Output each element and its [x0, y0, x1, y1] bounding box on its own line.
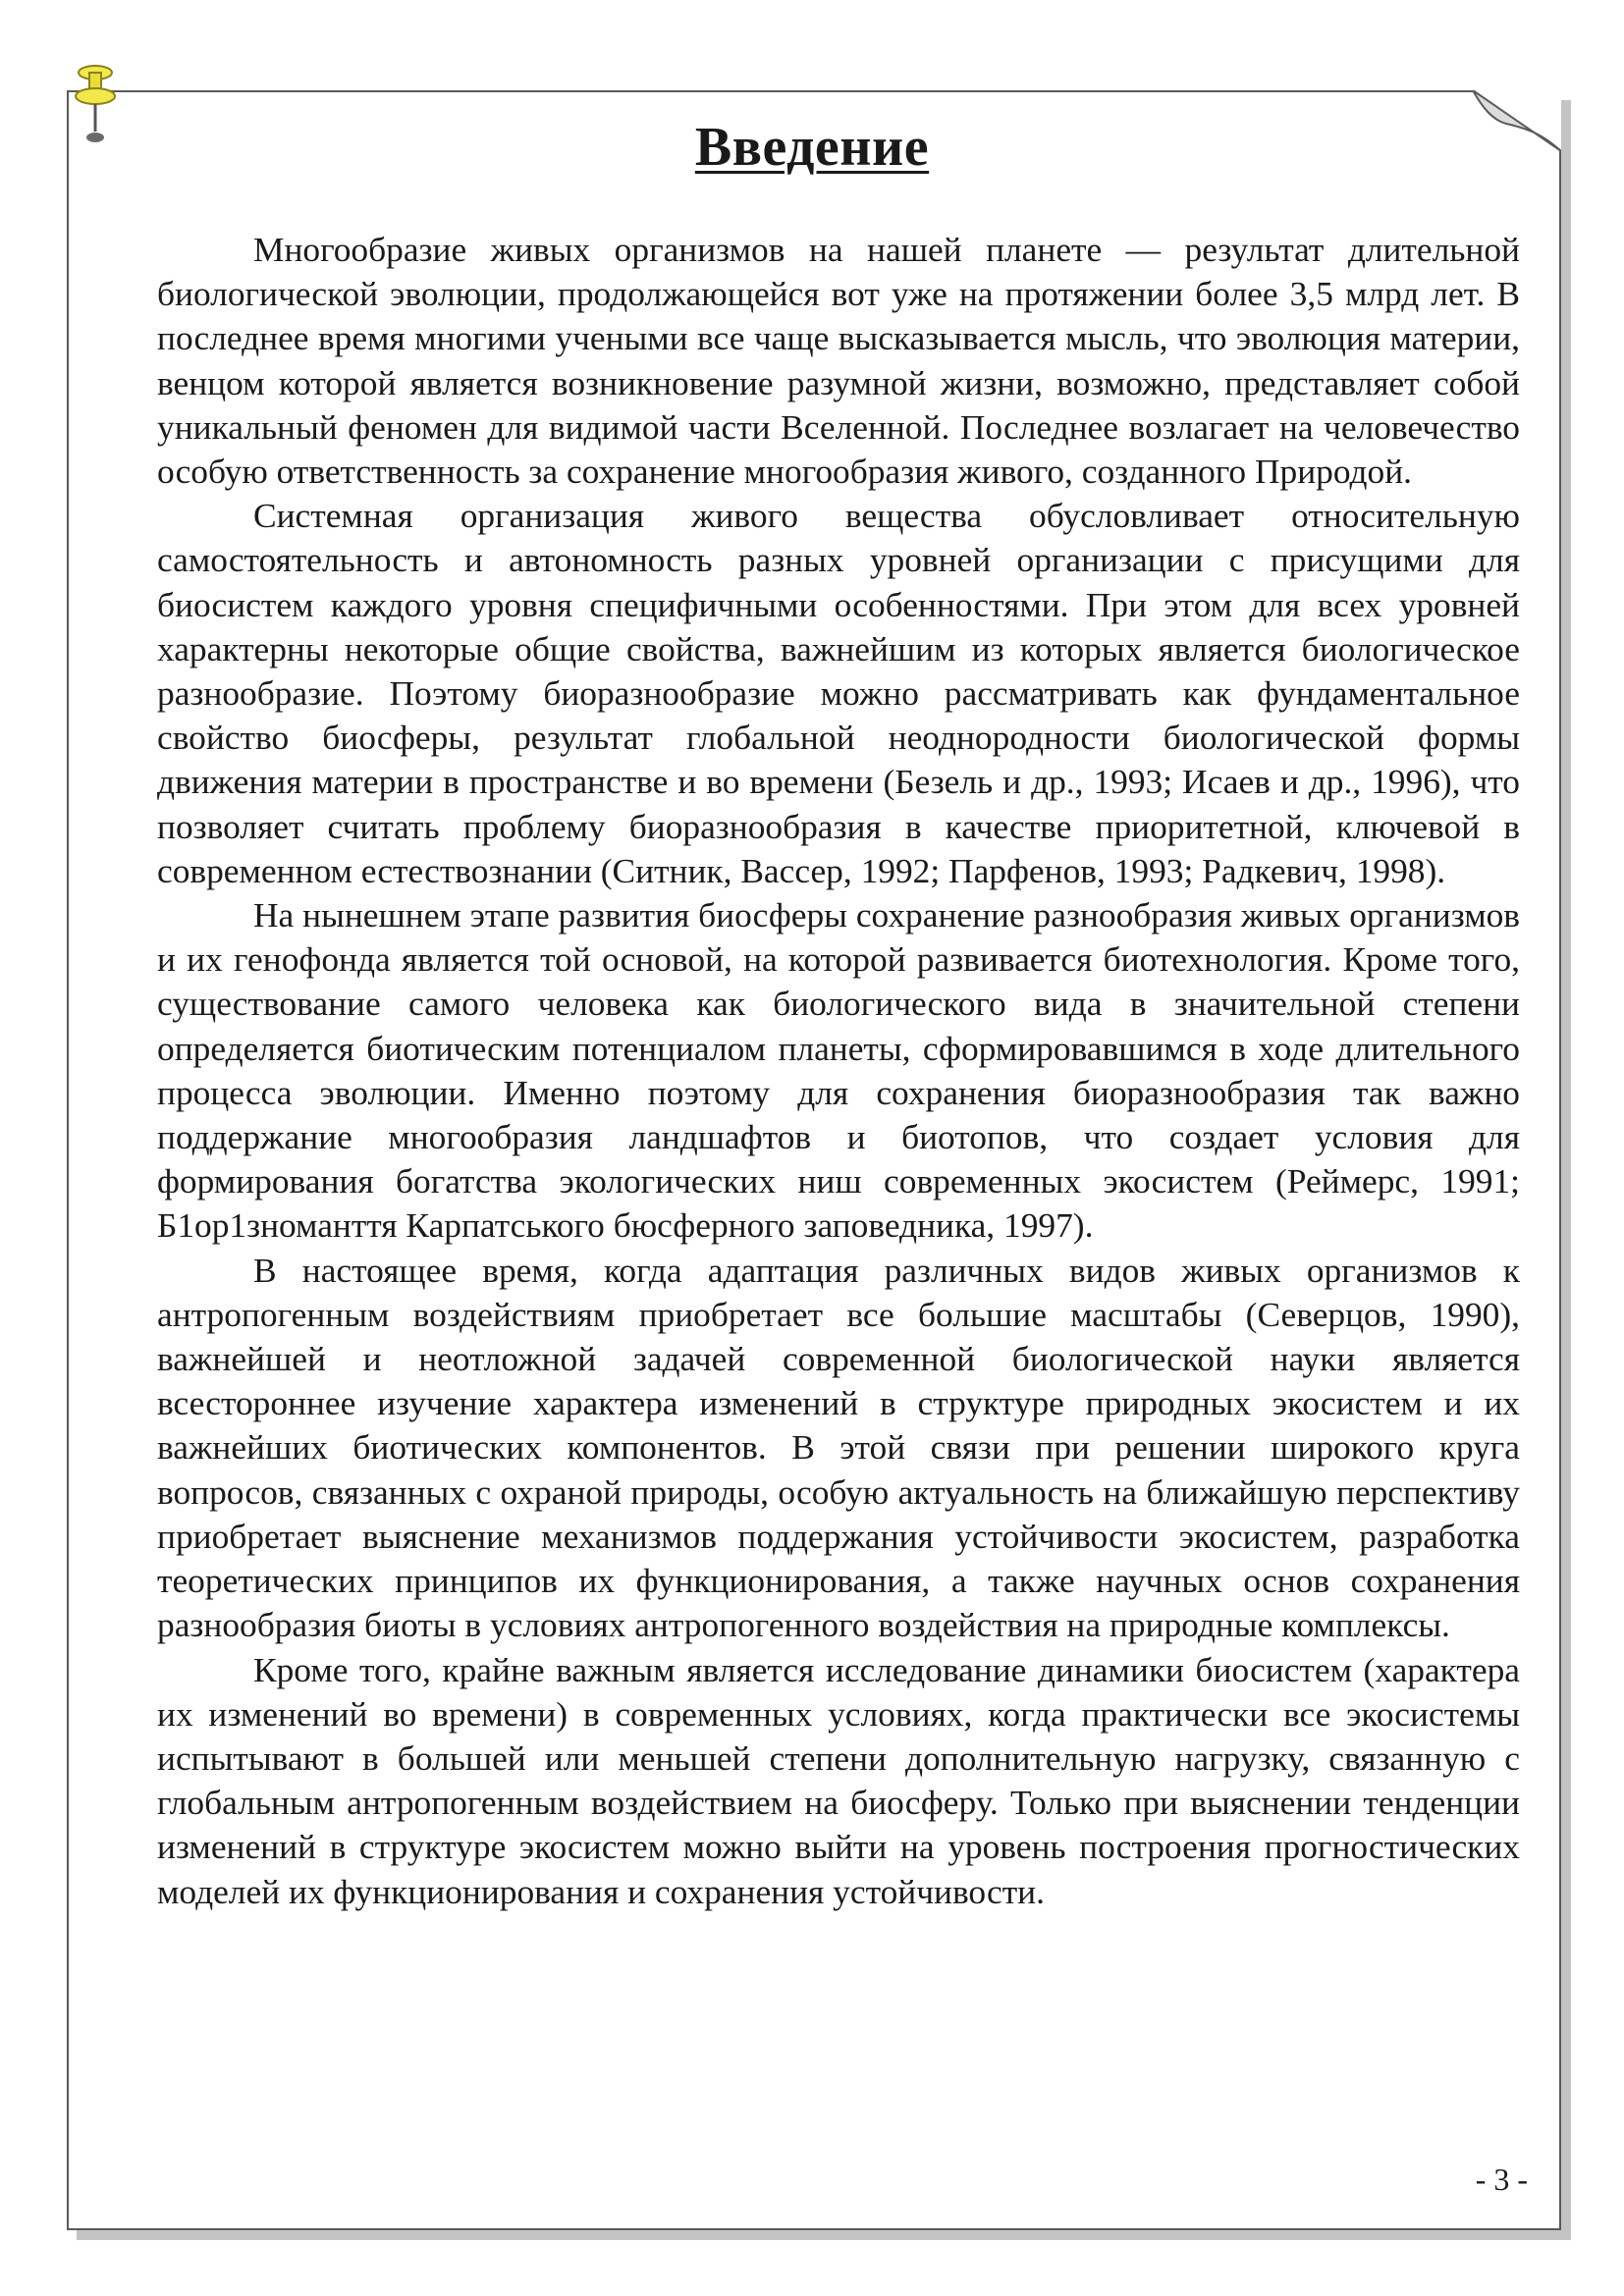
paragraph: На нынешнем этапе развития биосферы сохранение разнообразия живых организмов и их генофонда является той основой, на которой развивается биотехнология. Кроме того, существование самого человека как биологического вида в значительной степени определяется биотическим потенциалом планеты, сформировавшимся в ходе длительного процесса эволюции. Именно поэтому для сохранения биоразнообразия так важно поддержание многообразия ландшафтов и биотопов, что создает условия для формирования богатства экологических ниш современных экосистем (Реймерс, 1991; Б1ор1зноманття Карпатського бюсферного заповедника, 1997).	[157, 895, 1520, 1246]
page-number: - 3 -	[1475, 2162, 1528, 2197]
paragraph: Системная организация живого вещества обусловливает относительную самостоятельность и автономность разных уровней организации с присущими для биосистем каждого уровня специфичными особенностями. При этом для всех уровней характерны некоторые общие свойства, важнейшим из которых является биологическое разнообразие. Поэтому биоразнообразие можно рассматривать как фундаментальное свойство биосферы, результат глобальной неоднородности биологической формы движения материи в пространстве и во времени (Безель и др., 1993; Исаев и др., 1996), что позволяет считать проблему биоразнообразия в качестве приоритетной, ключевой в современном естествознании (Ситник, Вассер, 1992; Парфенов, 1993; Радкевич, 1998).	[157, 496, 1520, 890]
document-body	[157, 228, 1520, 1914]
paragraph: В настоящее время, когда адаптация различных видов живых организмов к антропогенным воздействиям приобретает все большие масштабы (Северцов, 1990), важнейшей и неотложной задачей современной биологической науки является всестороннее изучение характера изменений в структуре природных экосистем и их важнейших биотических компонентов. В этой связи при решении широкого круга вопросов, связанных с охраной природы, особую актуальность на ближайшую перспективу приобретает выяснение механизмов поддержания устойчивости экосистем, разработка теоретических принципов их функционирования, а также научных основ сохранения разнообразия биоты в условиях антропогенного воздействия на природные комплексы.	[157, 1250, 1520, 1645]
paragraph: Кроме того, крайне важным является исследование динамики биосистем (характера их изменений во времени) в современных условиях, когда практически все экосистемы испытывают в большей или меньшей степени дополнительную нагрузку, связанную с глобальным антропогенным воздействием на биосферу. Только при выяснении тенденции изменений в структуре экосистем можно выйти на уровень построения прогностических моделей их функционирования и сохранения устойчивости.	[157, 1649, 1520, 1911]
paragraph: Многообразие живых организмов на нашей планете — результат длительной биологической эволюции, продолжающейся вот уже на протяжении более 3,5 млрд лет. В последнее время многими учеными все чаще высказывается мысль, что эволюция материи, венцом которой является возникновение разумной жизни, возможно, представляет собой уникальный феномен для видимой части Вселенной. Последнее возлагает на человечество особую ответственность за сохранение многообразия живого, созданного Природой.	[157, 230, 1520, 492]
page-title: Введение	[694, 117, 930, 178]
